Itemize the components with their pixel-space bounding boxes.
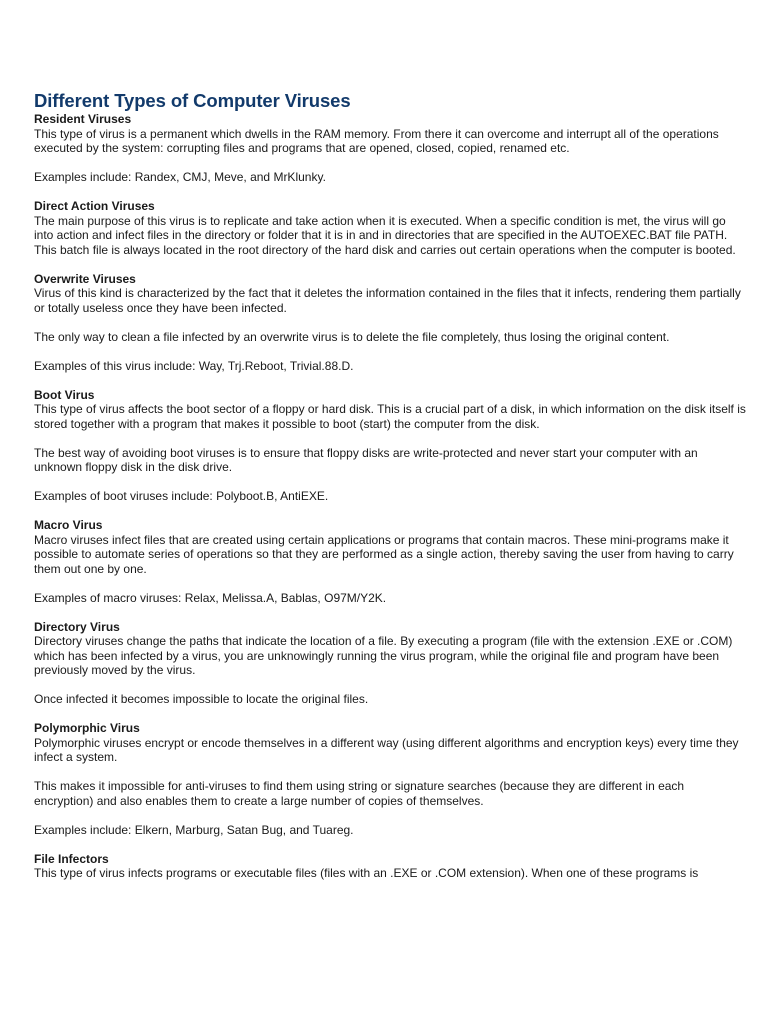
paragraph-gap (34, 475, 746, 490)
paragraph-gap (34, 808, 746, 823)
paragraph: Macro viruses infect files that are created using certain applications or programs that contain macros. These mini-programs make it possible to automate series of operations so that they are performed as a single action, thereby saving the user from having to carry them out one by one. (34, 532, 734, 576)
paragraph-gap (34, 707, 746, 722)
paragraph: Examples include: Randex, CMJ, Meve, and MrKlunky. (34, 170, 326, 184)
document-page (34, 90, 746, 881)
page-title: Different Types of Computer Viruses (34, 90, 351, 111)
paragraph-gap (34, 837, 746, 852)
paragraph: The best way of avoiding boot viruses is to ensure that floppy disks are write-protected and never start your computer with an unknown floppy disk in the disk drive. (34, 445, 698, 474)
section-heading-resident-viruses: Resident Viruses (34, 112, 132, 126)
paragraph: Virus of this kind is characterized by the fact that it deletes the information contained in the files that it infects, rendering them partially or totally useless once they have been infected. (34, 286, 741, 315)
paragraph-gap (34, 576, 746, 591)
section-heading-directory-virus: Directory Virus (34, 619, 120, 634)
paragraph: This type of virus is a permanent which dwells in the RAM memory. From there it can overcome and interrupt all of the operations executed by the system: corrupting files and programs that are opened, closed, copied, renamed etc. (34, 126, 719, 155)
paragraph-gap (34, 257, 746, 272)
paragraph-gap (34, 185, 746, 200)
paragraph: This type of virus infects programs or executable files (files with an .EXE or .COM extension). When one of these programs is (34, 866, 699, 880)
paragraph: Examples include: Elkern, Marburg, Satan Bug, and Tuareg. (34, 822, 354, 837)
paragraph: Examples of macro viruses: Relax, Melissa.A, Bablas, O97M/Y2K. (34, 590, 387, 605)
paragraph: The main purpose of this virus is to replicate and take action when it is executed. When a specific condition is met, the virus will go into action and infect files in the directory or folder that it is in and in directories that are specified in the AUTOEXEC.BAT file PATH. This batch file is always located in the root directory of the hard disk and carries out certain operations when the computer is booted. (34, 213, 736, 257)
paragraph: The only way to clean a file infected by an overwrite virus is to delete the file completely, thus losing the original content. (34, 329, 670, 344)
section-heading-overwrite-viruses: Overwrite Viruses (34, 271, 136, 286)
paragraph-gap (34, 315, 746, 330)
paragraph-gap (34, 504, 746, 519)
paragraph: Examples of this virus include: Way, Trj.Reboot, Trivial.88.D. (34, 358, 354, 373)
section-heading-boot-virus: Boot Virus (34, 387, 95, 402)
section-heading-polymorphic-virus: Polymorphic Virus (34, 721, 140, 735)
section-heading-macro-virus: Macro Virus (34, 518, 103, 532)
paragraph: Polymorphic viruses encrypt or encode themselves in a different way (using different algorithms and encryption keys) every time they infect a system. (34, 735, 739, 764)
section-heading-direct-action-viruses: Direct Action Viruses (34, 199, 155, 213)
paragraph: Directory viruses change the paths that indicate the location of a file. By executing a program (file with the extension .EXE or .COM) which has been infected by a virus, you are unknowingly running the virus program, while the original file and program have been previously moved by the virus. (34, 634, 733, 677)
paragraph: Once infected it becomes impossible to locate the original files. (34, 692, 369, 706)
paragraph: Examples of boot viruses include: Polyboot.B, AntiEXE. (34, 489, 329, 503)
paragraph-gap (34, 431, 746, 446)
section-heading-file-infectors: File Infectors (34, 851, 109, 866)
paragraph: This type of virus affects the boot sector of a floppy or hard disk. This is a crucial part of a disk, in which information on the disk itself is stored together with a program that makes it possible to boot (start) the computer from the disk. (34, 402, 746, 431)
paragraph-gap (34, 344, 746, 359)
paragraph-gap (34, 765, 746, 780)
paragraph: This makes it impossible for anti-viruses to find them using string or signature searches (because they are different in each encryption) and also enables them to create a large number of copies of themselves. (34, 779, 685, 808)
paragraph-gap (34, 373, 746, 388)
paragraph-gap (34, 156, 746, 171)
paragraph-gap (34, 605, 746, 620)
paragraph-gap (34, 678, 746, 693)
